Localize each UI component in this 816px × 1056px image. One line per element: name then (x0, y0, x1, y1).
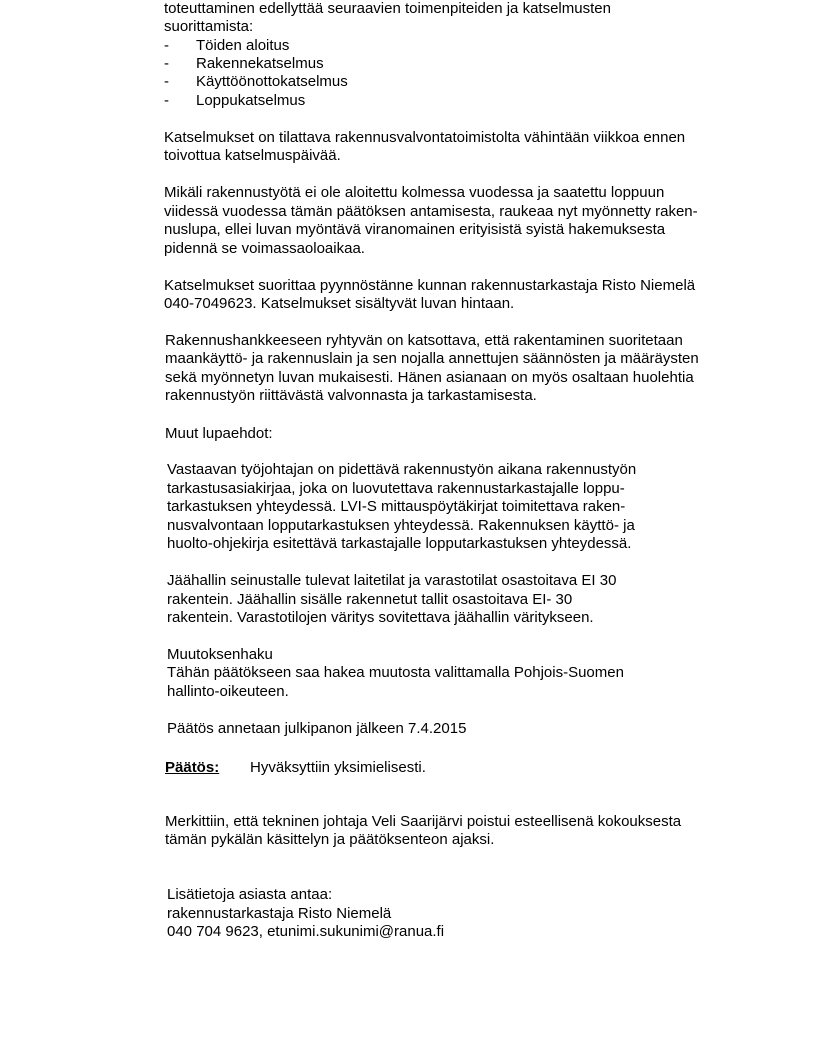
suorittaa-line-1: Katselmukset suorittaa pyynnöstänne kunnan rakennustarkastaja Risto Niemelä (164, 277, 696, 294)
list-item-rakennekatselmus: Rakennekatselmus (196, 55, 324, 72)
merkittiin-line-2: tämän pykälän käsittelyn ja päätöksenteon ajaksi. (165, 831, 495, 848)
bullet-dash: - (164, 55, 169, 72)
intro-line-1: toteuttaminen edellyttää seuraavien toimenpiteiden ja katselmusten (164, 0, 611, 17)
muut-lupaehdot-heading: Muut lupaehdot: (165, 425, 273, 442)
muutoksenhaku-line-2: hallinto-oikeuteen. (167, 683, 289, 700)
muutoksenhaku-line-1: Tähän päätökseen saa hakea muutosta valittamalla Pohjois-Suomen (167, 664, 624, 681)
intro-line-2: suorittamista: (164, 18, 254, 35)
jaahalli-line-1: Jäähallin seinustalle tulevat laitetilat ja varastotilat osastoitava EI 30 (167, 572, 617, 589)
merkittiin-line-1: Merkittiin, että tekninen johtaja Veli Saarijärvi poistui esteellisenä kokouksesta (165, 813, 682, 830)
muutoksenhaku-heading: Muutoksenhaku (167, 646, 273, 663)
list-item-loppukatselmus: Loppukatselmus (196, 92, 306, 109)
mikali-line-3: nuslupa, ellei luvan myöntävä viranomainen erityisistä syistä hakemuksesta (164, 221, 666, 238)
vastaavan-line-4: nusvalvontaan lopputarkastuksen yhteydessä. Rakennuksen käyttö- ja (167, 517, 635, 534)
bullet-dash: - (164, 73, 169, 90)
jaahalli-line-2: rakentein. Jäähallin sisälle rakennetut tallit osastoitava EI- 30 (167, 591, 573, 608)
paatos-text: Hyväksyttiin yksimielisesti. (250, 759, 426, 776)
vastaavan-line-3: tarkastuksen yhteydessä. LVI-S mittauspöytäkirjat toimitettava raken- (167, 498, 626, 515)
suorittaa-line-2: 040-7049623. Katselmukset sisältyvät luvan hintaan. (164, 295, 515, 312)
contact-line-1: Lisätietoja asiasta antaa: (167, 886, 333, 903)
hanke-line-3: sekä myönnetyn luvan mukaisesti. Hänen asianaan on myös osaltaan huolehtia (165, 369, 694, 386)
bullet-dash: - (164, 37, 169, 54)
vastaavan-line-5: huolto-ohjekirja esitettävä tarkastajalle lopputarkastuksen yhteydessä. (167, 535, 632, 552)
contact-line-3: 040 704 9623, etunimi.sukunimi@ranua.fi (167, 923, 445, 940)
list-item-kayttoonottokatselmus: Käyttöönottokatselmus (196, 73, 348, 90)
hanke-line-4: rakennustyön riittävästä valvonnasta ja tarkastamisesta. (165, 387, 537, 404)
paatos-annetaan-text: Päätös annetaan julkipanon jälkeen 7.4.2015 (167, 720, 467, 737)
hanke-line-1: Rakennushankkeeseen ryhtyvän on katsottava, että rakentaminen suoritetaan (165, 332, 683, 349)
list-item-toiden-aloitus: Töiden aloitus (196, 37, 290, 54)
mikali-line-2: viidessä vuodessa tämän päätöksen antamisesta, raukeaa nyt myönnetty raken- (164, 203, 698, 220)
mikali-line-4: pidennä se voimassaoloaikaa. (164, 240, 365, 257)
paatos-label: Päätös: (165, 759, 220, 776)
katselmukset-line-2: toivottua katselmuspäivää. (164, 147, 341, 164)
vastaavan-line-1: Vastaavan työjohtajan on pidettävä rakennustyön aikana rakennustyön (167, 461, 637, 478)
hanke-line-2: maankäyttö- ja rakennuslain ja sen nojalla annettujen säännösten ja määräysten (165, 350, 699, 367)
mikali-line-1: Mikäli rakennustyötä ei ole aloitettu kolmessa vuodessa ja saatettu loppuun (164, 184, 665, 201)
katselmukset-line-1: Katselmukset on tilattava rakennusvalvontatoimistolta vähintään viikkoa ennen (164, 129, 686, 146)
contact-line-2: rakennustarkastaja Risto Niemelä (167, 905, 392, 922)
bullet-dash: - (164, 92, 169, 109)
vastaavan-line-2: tarkastusasiakirjaa, joka on luovutettava rakennustarkastajalle loppu- (167, 480, 625, 497)
jaahalli-line-3: rakentein. Varastotilojen väritys sovitettava jäähallin väritykseen. (167, 609, 594, 626)
